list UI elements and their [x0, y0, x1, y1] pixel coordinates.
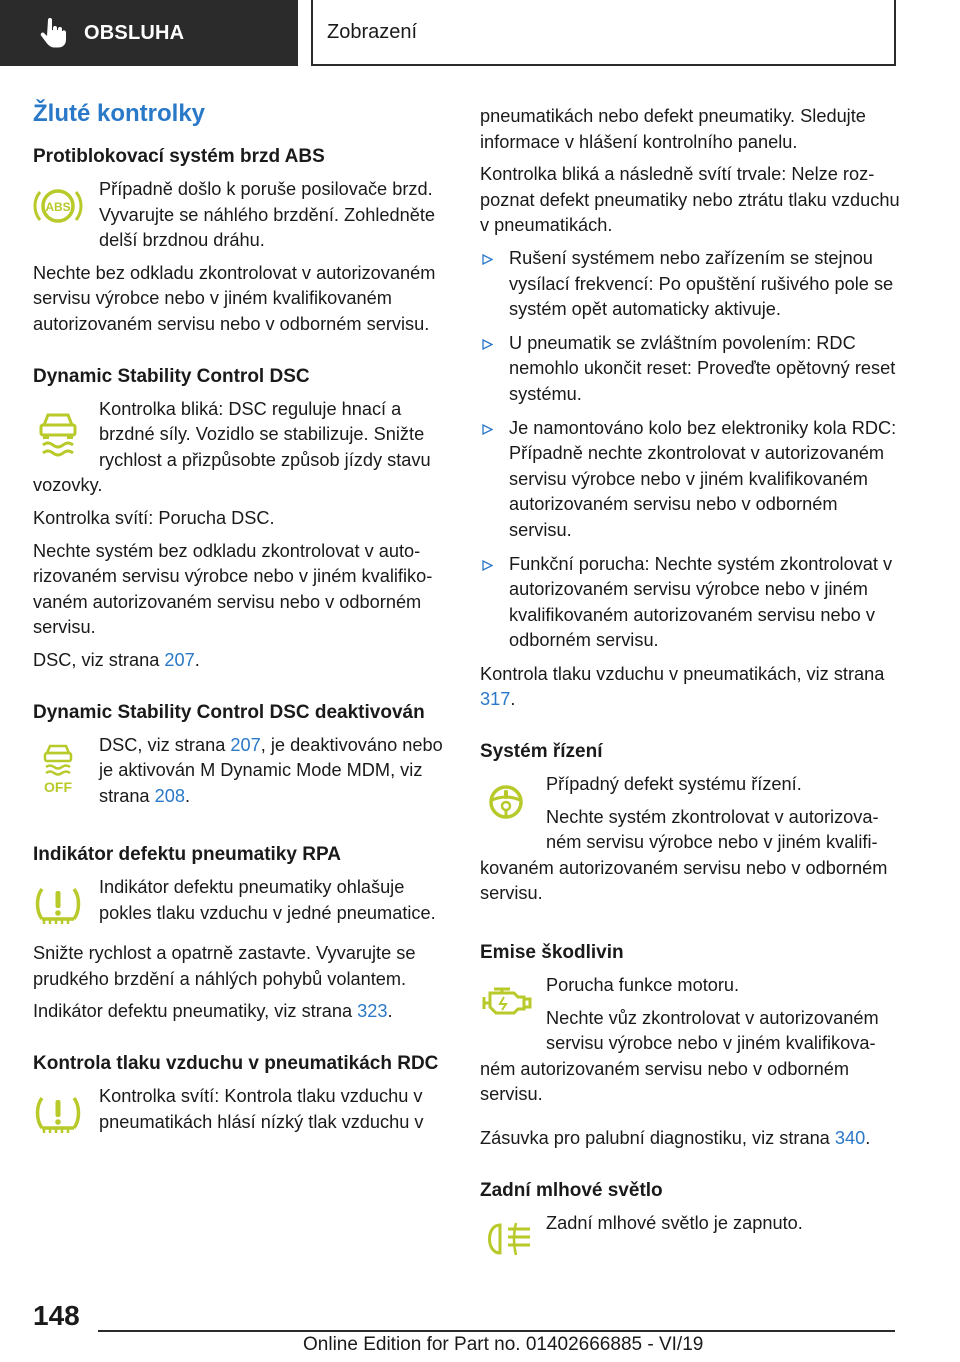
dsc-reference: DSC, viz strana 207. — [33, 649, 200, 670]
list-item: Funkční porucha: Nechte systém zkontrolovat v autorizovaném servisu výrobce nebo v jiném kvalifikovaném autorizovaném servisu nebo v odborném servisu. — [480, 552, 900, 654]
triangle-bullet-icon — [482, 254, 493, 265]
steering-text-2: Nechte systém zkontrolovat v autorizovaném servisu výrobce nebo v jiném kvalifikovaném autorizovaném servisu nebo v odborném servisu. — [480, 806, 888, 904]
dsc-off-page-link-2[interactable]: 208 — [154, 785, 185, 806]
rdc-reference: Kontrola tlaku vzduchu v pneumatikách, viz strana 317. — [480, 663, 885, 710]
dsc-off-text: DSC, viz strana 207, je deaktivováno nebo je aktivován M Dynamic Mode MDM, viz strana 208. — [99, 734, 443, 806]
section-label: OBSLUHA — [84, 21, 185, 44]
section-abs — [33, 144, 453, 338]
rdc-causes-list — [480, 246, 900, 654]
rdc-page-link[interactable]: 317 — [480, 689, 511, 710]
rpa-text-1: Indikátor defektu pneumatiky ohlašuje pokles tlaku vzduchu v jedné pneumatice. — [99, 877, 436, 923]
triangle-bullet-icon — [482, 339, 493, 350]
list-item: Rušení systémem nebo zařízením se stejnou vysílací frekvencí: Po opuštění rušivého pole se systém opět automaticky aktivuje. — [480, 246, 900, 323]
rdc-text-1-continued: pneumatikách nebo defekt pneumatiky. Sledujte informace v hlášení kontrolního panelu. — [480, 106, 866, 152]
fog-heading: Zadní mlhové světlo — [480, 1179, 663, 1201]
check-engine-icon — [480, 979, 546, 1039]
list-item: U pneumatik se zvláštním povolením: RDC nemohlo ukončit reset: Proveďte opětovný reset systému. — [480, 331, 900, 408]
section-dsc-off — [33, 700, 453, 817]
chapter-tab[interactable] — [311, 0, 896, 66]
rpa-heading: Indikátor defektu pneumatiky RPA — [33, 844, 341, 866]
abs-heading: Protiblokovací systém brzd ABS — [33, 146, 325, 167]
rear-fog-light-icon — [480, 1217, 546, 1277]
svg-text:OFF: OFF — [44, 778, 72, 795]
left-column — [33, 100, 453, 1161]
abs-text-1: Případně došlo k poruše posilovače brzd. Vyvarujte se náhlého brzdění. Zohledněte delší brzdnou dráhu. — [99, 179, 436, 251]
dsc-page-link[interactable]: 207 — [164, 649, 195, 670]
tire-defect-icon — [33, 881, 99, 941]
abs-text-2: Nechte bez odkladu zkontrolovat v autorizovaném servisu výrobce nebo v jiném kvalifikovaném autorizovaném servisu nebo v odborném servisu. — [33, 262, 436, 334]
svg-text:ABS: ABS — [45, 200, 71, 214]
emissions-text-2: Nechte vůz zkontrolovat v autorizovaném servisu výrobce nebo v jiném kvalifikovaném autorizovaném servisu nebo v odborném servisu. — [480, 1007, 879, 1105]
fog-text: Zadní mlhové světlo je zapnuto. — [546, 1212, 803, 1233]
rpa-reference: Indikátor defektu pneumatiky, viz strana 323. — [33, 1001, 393, 1022]
rpa-page-link[interactable]: 323 — [357, 1001, 388, 1022]
page-footer — [0, 1290, 960, 1362]
right-column — [480, 104, 900, 1303]
abs-warning-lamp-icon — [33, 183, 99, 243]
triangle-bullet-icon — [482, 560, 493, 571]
list-item: Je namontováno kolo bez elektroniky kola RDC: Případně nechte zkontrolovat v autorizovaném servisu výrobce nebo v jiném kvalifikovaném autorizovaném servisu nebo v odborném servisu. — [480, 416, 900, 544]
edition-label: Online Edition for Part no. 01402666885 - VI/19 — [303, 1334, 704, 1355]
chapter-label: Zobrazení — [327, 20, 418, 43]
triangle-bullet-icon — [482, 424, 493, 435]
section-rdc-continued — [480, 104, 900, 713]
section-dsc — [33, 364, 453, 674]
steering-heading: Systém řízení — [480, 741, 603, 763]
section-steering — [480, 739, 900, 914]
emissions-page-link[interactable]: 340 — [834, 1128, 866, 1148]
section-tab[interactable] — [0, 0, 298, 66]
dsc-heading: Dynamic Stability Control DSC — [33, 365, 310, 387]
emissions-heading: Emise škodlivin — [480, 942, 624, 964]
dsc-off-icon — [33, 739, 99, 799]
page-header — [0, 0, 960, 66]
section-rdc — [33, 1051, 453, 1135]
section-rpa — [33, 842, 453, 1025]
steering-text-1: Případný defekt systému řízení. — [546, 774, 802, 795]
footer-divider — [98, 1330, 895, 1332]
emissions-text-1: Porucha funkce motoru. — [546, 975, 740, 996]
steering-wheel-warning-icon — [480, 778, 546, 838]
section-fog — [480, 1178, 900, 1277]
dsc-skidding-car-icon — [33, 403, 99, 463]
page-title: Žluté kontrolky — [33, 100, 206, 127]
dsc-off-page-link-1[interactable]: 207 — [230, 734, 261, 755]
rdc-heading: Kontrola tlaku vzduchu v pneumatikách RDC — [33, 1053, 439, 1075]
hand-pointer-icon — [40, 18, 66, 48]
section-emissions — [480, 940, 900, 1152]
dsc-text-1: Kontrolka bliká: DSC reguluje hnací a brzdné síly. Vozidlo se stabilizuje. Snižte rychlost a přizpůsobte způsob jízdy stavu vozovky. — [33, 398, 431, 496]
page-number: 148 — [33, 1300, 80, 1331]
rpa-text-2: Snižte rychlost a opatrně zastavte. Vyvarujte se prudkého brzdění a náhlých pohybů volantem. — [33, 943, 416, 989]
tire-pressure-icon — [33, 1090, 99, 1150]
dsc-text-3: Nechte systém bez odkladu zkontrolovat v autorizovaném servisu výrobce nebo v jiném kvalifikovaném autorizovaném servisu nebo v odborném servisu. — [33, 540, 433, 638]
rdc-text-2: Kontrolka bliká a následně svítí trvale: Nelze rozpoznat defekt pneumatiky nebo ztrátu tlaku vzduchu v pneumatikách. — [480, 164, 900, 236]
emissions-reference: Zásuvka pro palubní diagnostiku, viz strana 340. — [480, 1128, 871, 1148]
dsc-text-2: Kontrolka svítí: Porucha DSC. — [33, 507, 275, 528]
dsc-off-heading: Dynamic Stability Control DSC deaktivován — [33, 701, 425, 723]
rdc-text-1: Kontrolka svítí: Kontrola tlaku vzduchu v pneumatikách hlásí nízký tlak vzduchu v — [99, 1086, 424, 1132]
